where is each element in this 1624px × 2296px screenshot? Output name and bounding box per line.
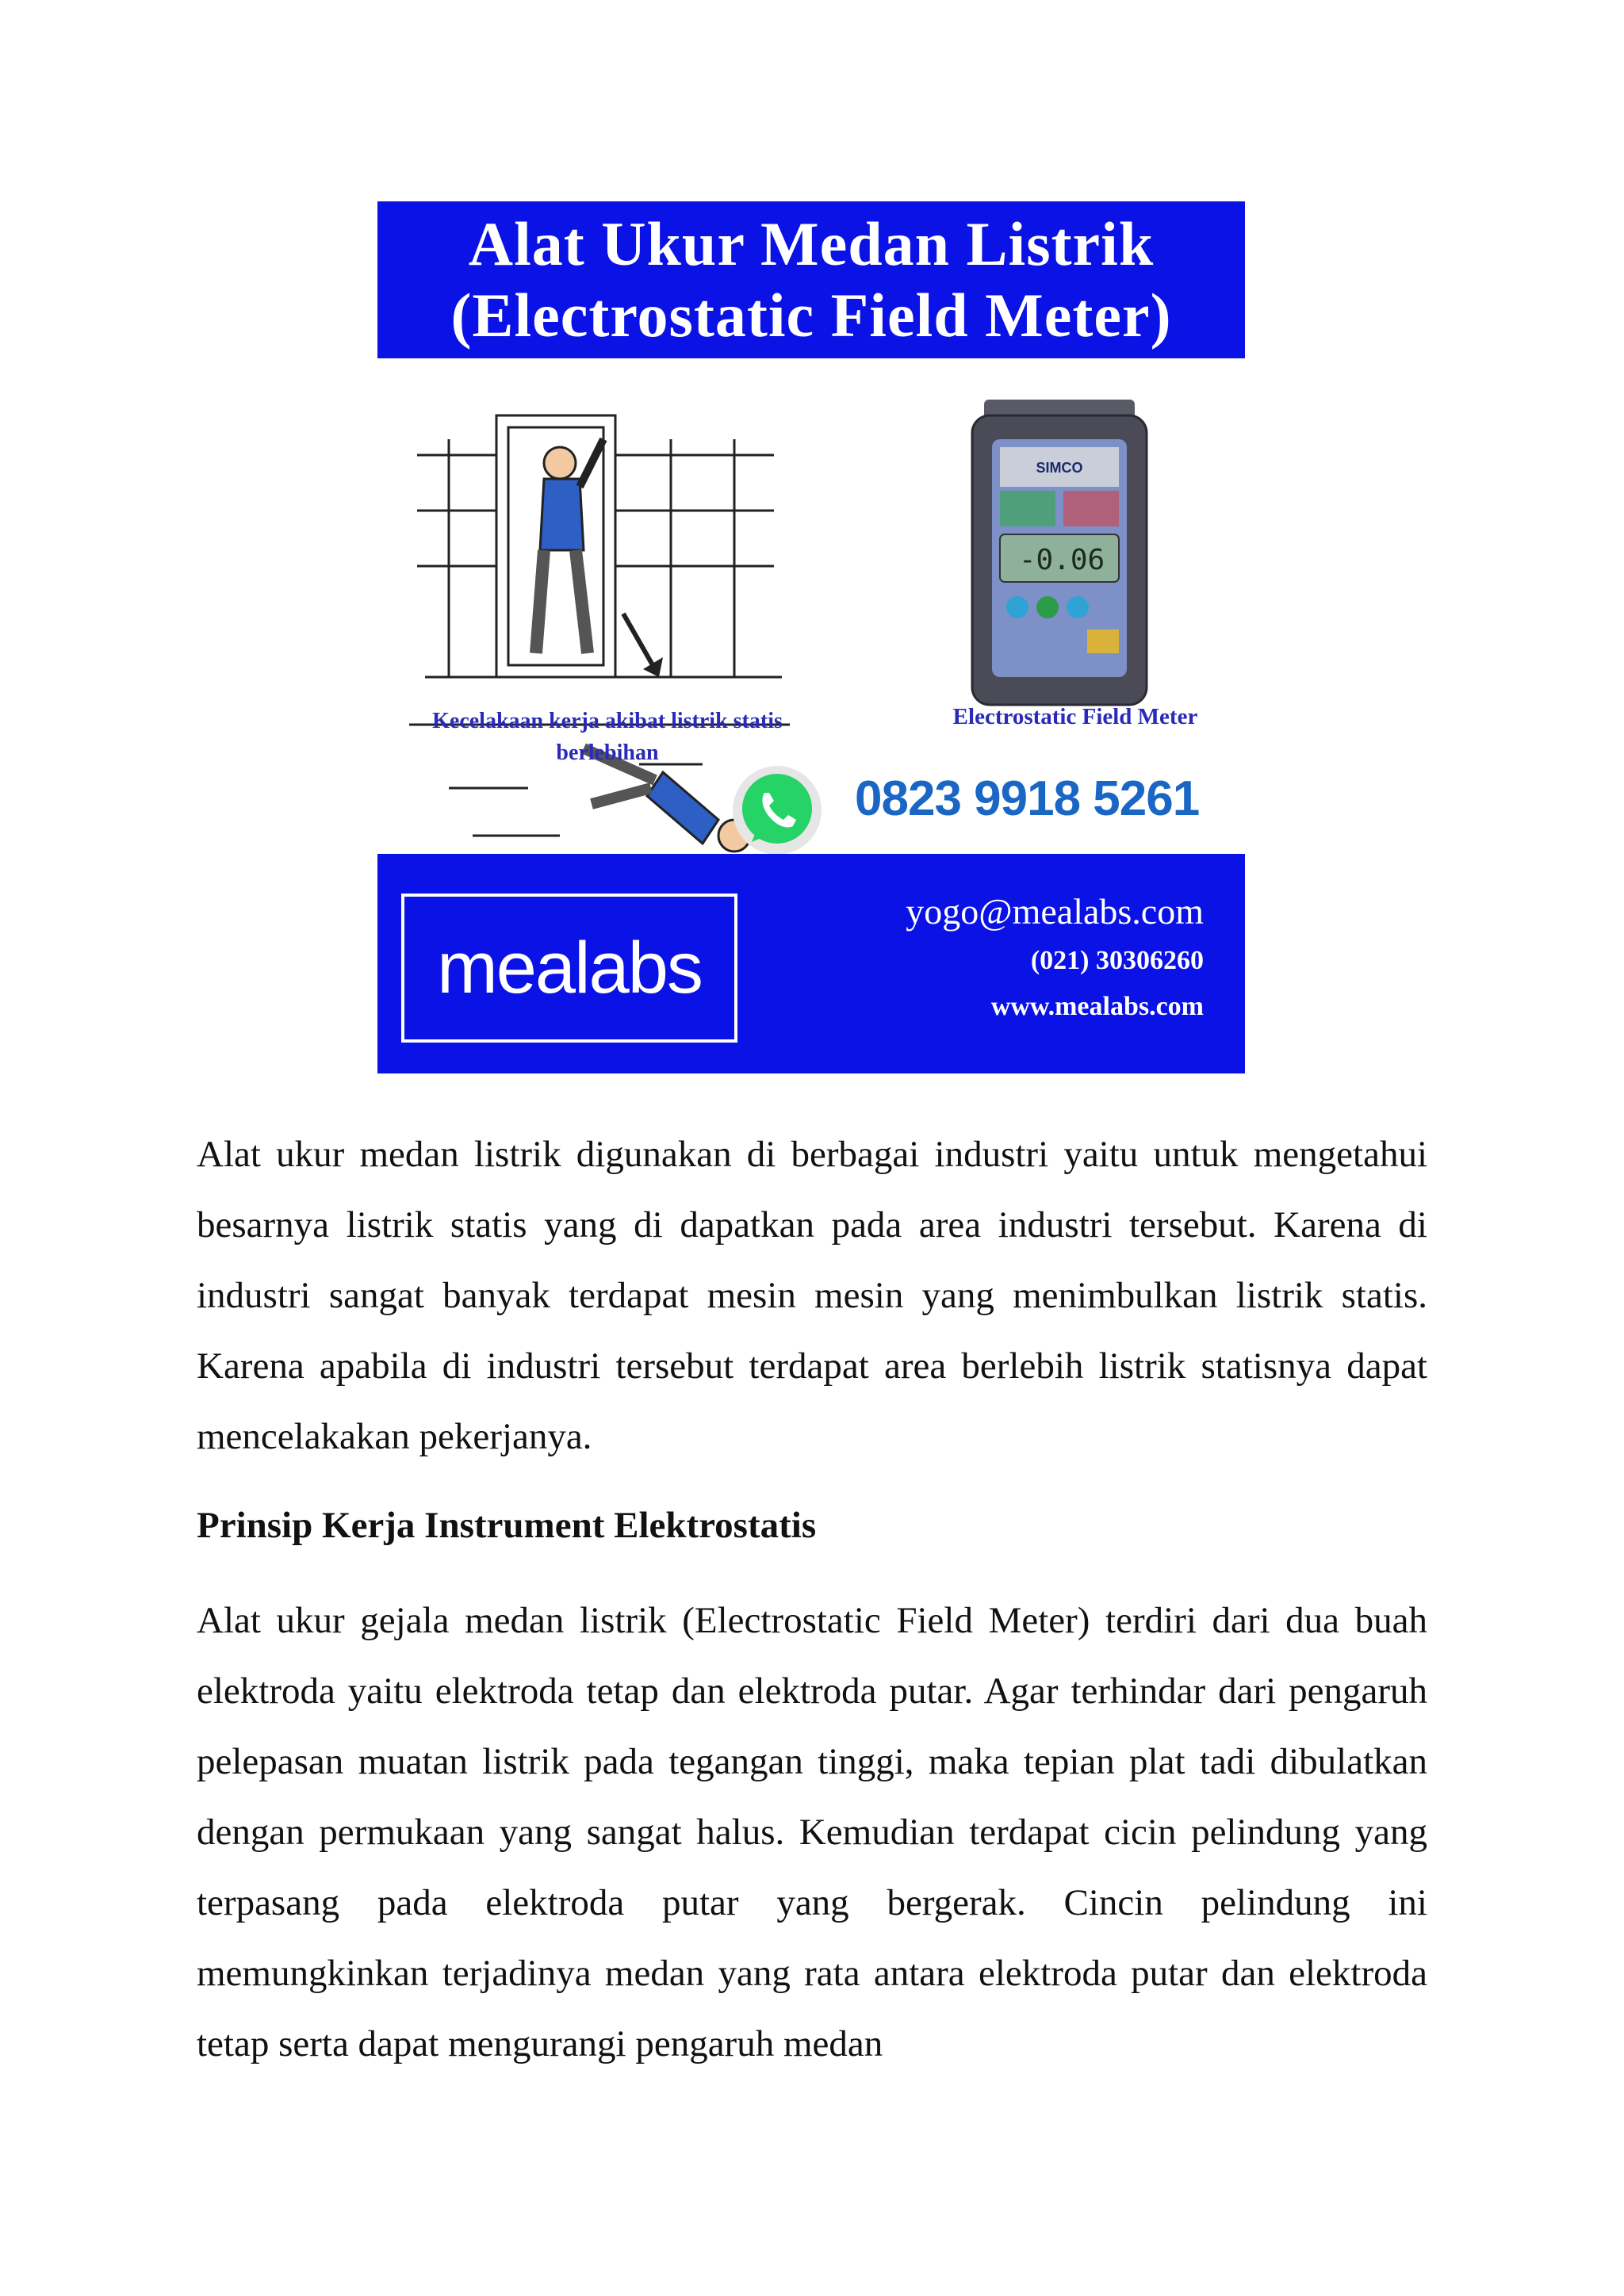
illustration-caption (401, 706, 814, 769)
banner-title-line1: Alat Ukur Medan Listrik (468, 209, 1155, 278)
meter-brand: SIMCO (1036, 460, 1083, 476)
phone-number[interactable]: 0823 9918 5261 (855, 771, 1200, 826)
intro-paragraph: Alat ukur medan listrik digunakan di berbagai industri yaitu untuk mengetahui besarnya listrik statis yang di dapatkan pada area industri tersebut. Karena di industri sangat banyak terdapat mesin mesin yang menimbulkan listrik statis. Karena apabila di industri tersebut terdapat area berlebih listrik statisnya dapat mencelakakan pekerjanya. (197, 1134, 1427, 1457)
contact-phone: (021) 30306260 (1030, 946, 1204, 975)
mealabs-logo (401, 894, 737, 1043)
section-heading: Prinsip Kerja Instrument Elektrostatis (197, 1505, 817, 1546)
banner-footer (377, 854, 1245, 1073)
product-banner (377, 201, 1248, 1073)
banner-title-line2: (Electrostatic Field Meter) (450, 281, 1172, 350)
banner-header (377, 201, 1245, 358)
whatsapp-icon[interactable] (730, 763, 825, 858)
contact-email[interactable]: yogo@mealabs.com (906, 891, 1204, 932)
meter-caption: Electrostatic Field Meter (952, 704, 1198, 729)
illustration-caption-line1: Kecelakaan kerja akibat listrik statis (432, 709, 783, 733)
contact-website[interactable]: www.mealabs.com (990, 992, 1204, 1021)
principle-paragraph: Alat ukur gejala medan listrik (Electrostatic Field Meter) terdiri dari dua buah elektroda yaitu elektroda tetap dan elektroda putar. Agar terhindar dari pengaruh pelepasan muatan listrik pada tegangan tinggi, maka tepian plat tadi dibulatkan dengan permukaan yang sangat halus. Kemudian terdapat cicin pelindung yang terpasang pada elektroda putar yang bergerak. Cincin pelindung ini memungkinkan terjadinya medan yang rata antara elektroda putar dan elektroda tetap serta dapat mengurangi pengaruh medan (197, 1600, 1427, 2064)
illustration-caption-line2: berlebihan (556, 740, 659, 765)
logo-text: mealabs (437, 927, 702, 1008)
meter-reading: -0.06 (1018, 544, 1105, 576)
field-meter-device (968, 400, 1151, 709)
